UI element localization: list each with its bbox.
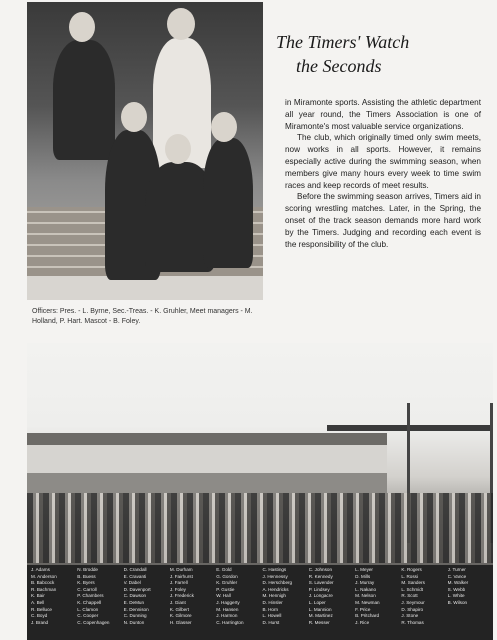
officers-photo: [27, 2, 263, 300]
roster-name: S. Lavender: [308, 580, 334, 586]
roster-name: M. Nelson: [355, 593, 376, 599]
roster-name: B. Buess: [77, 573, 96, 579]
roster-name: D. Shapiro: [401, 606, 424, 612]
article-body: [285, 97, 481, 250]
roster-name: J. Seymour: [401, 599, 425, 605]
roster-name: K. Chappell: [77, 599, 102, 605]
roster-name: E. Gold: [216, 567, 232, 572]
roster-name: R. Scott: [401, 593, 418, 599]
roster-name: C. Boyd: [31, 613, 48, 619]
roster-name: K. Byers: [77, 580, 95, 586]
roster-name: C. Carroll: [77, 586, 97, 592]
roster-name: J. Foley: [169, 586, 186, 592]
paragraph: Before the swimming season arrives, Timers aid in scoring wrestling matches. Later, in the Spring, the onset of the track season demands more hard work by the Timers. Judging and recording each event is the responsibility of the club.: [285, 192, 481, 249]
roster-name: J. Stone: [401, 613, 419, 619]
roster-name: M. Martinez: [308, 613, 333, 619]
roster-name: B. Babcock: [31, 580, 55, 586]
roster-name: E. DeMun: [123, 599, 145, 605]
roster-name: K. Bair: [31, 593, 45, 599]
paragraph: in Miramonte sports. Assisting the athletic department all year round, the Timers Association is one of Miramonte's most valuable service organizations.: [285, 98, 481, 131]
roster-name: J. Harmon: [216, 613, 238, 619]
roster-name: L. Howell: [262, 613, 282, 619]
roster-name: R. Bachman: [31, 586, 57, 592]
roster-name: J. Fairhurst: [169, 573, 193, 579]
roster-name: M. Walker: [447, 580, 469, 586]
roster-name: L. Clamon: [77, 606, 99, 612]
roster-name: L. Nakano: [355, 586, 377, 592]
roster-name: K. Gruhler: [216, 580, 238, 586]
roster-name: R. Belluce: [31, 606, 52, 612]
group-photo: [27, 343, 493, 640]
roster-name: J. Brand: [31, 619, 49, 625]
roster-name: G. Gordon: [216, 573, 238, 579]
roster-name: J. Longacre: [308, 593, 333, 599]
roster-name: M. Sanders: [401, 580, 425, 586]
roster-name: J. Haggerty: [216, 599, 240, 605]
roster-name: M. Newman: [355, 599, 380, 605]
roster-name: E. Dennison: [123, 606, 149, 612]
roster-name: D. Crandall: [123, 567, 147, 572]
roster-name: V. Dabel: [123, 580, 141, 586]
roster-name: D. Mills: [355, 573, 371, 579]
roster-name: L. Mannion: [308, 606, 332, 612]
roster-name: J. Rice: [355, 619, 370, 625]
roster-name: J. Giant: [169, 599, 186, 605]
roster-name: C. Harrington: [216, 619, 244, 625]
roster-name: B. Horn: [262, 606, 279, 612]
roster-name: C. Cooper: [77, 613, 99, 619]
roster-name: M. Hennigh: [262, 593, 286, 599]
roster-name: F. Price: [355, 606, 371, 612]
roster-name: L. Schmidt: [401, 586, 424, 592]
roster-name: M. Hansen: [216, 606, 239, 612]
title-line-1: The Timers' Watch: [276, 32, 410, 52]
roster-name: J. Farrell: [169, 580, 188, 586]
roster-name: D. Herschberg: [262, 580, 293, 586]
roster-name: C. Dawson: [123, 593, 147, 599]
roster-name: P. Chambers: [77, 593, 104, 599]
roster-name: H. Glasser: [169, 619, 192, 625]
roster-name: E. Cravanti: [123, 573, 147, 579]
roster-name: J. Frederick: [169, 593, 194, 599]
roster-name: D. Hurst: [262, 619, 280, 625]
roster-name: M. Durham: [169, 567, 193, 572]
roster-name: J. Murray: [355, 580, 375, 586]
roster-name: C. Dunning: [123, 613, 147, 619]
roster-name: A. Hendricks: [262, 586, 289, 592]
officer-figure: [203, 138, 253, 268]
roster-name: L. Meyer: [355, 567, 373, 572]
roster-name: N. Brodde: [77, 567, 98, 572]
roster-name: B. Wilson: [447, 599, 468, 605]
roster-name: A. Bell: [31, 599, 45, 605]
roster-name: D. Hinsler: [262, 599, 283, 605]
officer-head: [211, 112, 237, 142]
roster-name: C. Hastings: [262, 567, 287, 572]
roster-name: N. Dunton: [123, 619, 145, 625]
roster-name: L. Rossi: [401, 573, 418, 579]
roster-name: C. Vance: [447, 573, 467, 579]
officers-caption: Officers: Pres. - L. Byrne, Sec.-Treas. - K. Gruhler, Meet managers - M. Holland, P. Hart. Mascot - B. Foley.: [32, 308, 253, 325]
roster-name: K. Gilbert: [169, 606, 190, 612]
roster-name: R. Kennedy: [308, 573, 333, 579]
roster-name: P. Lindsey: [308, 586, 330, 592]
roster-name: M. Anderson: [31, 573, 57, 579]
roster-name: D. Davenport: [123, 586, 151, 592]
paragraph: The club, which originally timed only swim meets, now works in all sports. However, it remains especially active during the swimming season, when members give many hours every week to time swim races and keep records of meet results.: [285, 133, 481, 190]
roster-name: J. Adams: [31, 567, 50, 572]
school-building: [27, 433, 387, 493]
roster-name: L. White: [447, 593, 465, 599]
page-title: [276, 30, 486, 78]
roster-name: R. Messer: [308, 619, 330, 625]
roster-name: W. Hall: [216, 593, 231, 599]
roster-name: C. Johnson: [308, 567, 333, 572]
title-line-2: the Seconds: [296, 56, 382, 76]
roster-name: L. Loper: [308, 599, 326, 605]
officer-head: [121, 102, 147, 132]
roster-name: J. Hennessy: [262, 573, 288, 579]
roster-name: B. Pritchard: [355, 613, 380, 619]
officer-figure: [53, 40, 115, 160]
roster-name: K. Rogers: [401, 567, 422, 572]
timers-group: [27, 493, 493, 563]
roster-name: S. Webb: [447, 586, 466, 592]
roster-name: K. Gilmore: [169, 613, 192, 619]
roster-list: [31, 567, 491, 639]
roster-name: R. Thomas: [401, 619, 424, 625]
officer-head: [69, 12, 95, 42]
roster-name: J. Turner: [447, 567, 466, 572]
roster-name: C. Copenhagen: [77, 619, 110, 625]
roster-name: P. Gustie: [216, 586, 235, 592]
officer-head: [167, 8, 195, 40]
officer-head: [165, 134, 191, 164]
